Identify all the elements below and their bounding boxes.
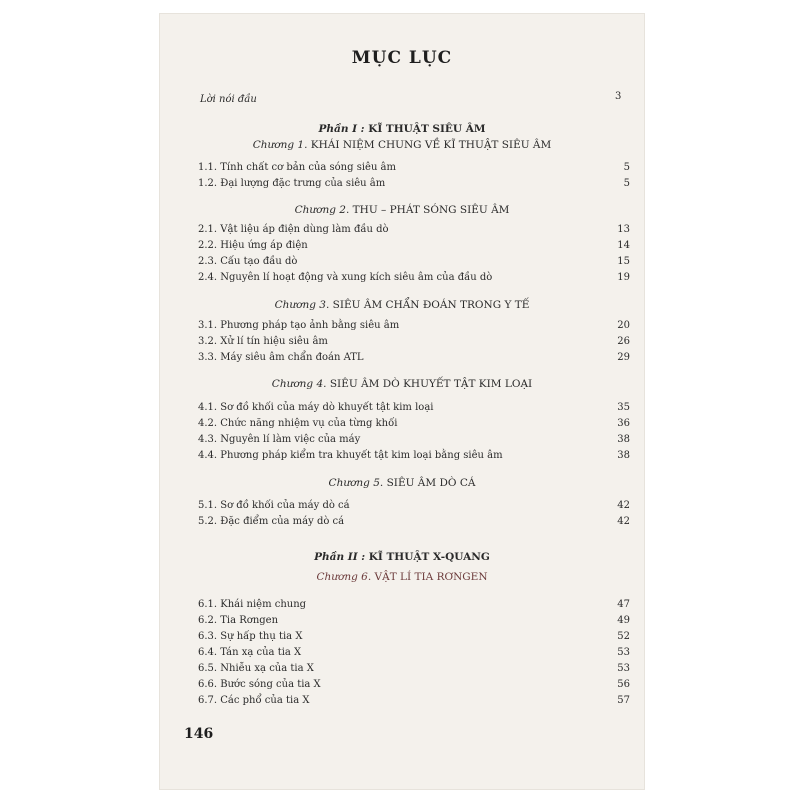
toc-row: 3.2. Xử lí tín hiệu siêu âm 26 <box>198 336 630 347</box>
toc-row: 6.4. Tán xạ của tia X 53 <box>198 647 630 658</box>
chapter-heading: Chương 6. VẬT LÍ TIA RƠNGEN <box>316 571 488 583</box>
page-number: 146 <box>184 726 214 742</box>
book-page <box>160 14 644 789</box>
toc-row: 6.2. Tia Rơngen 49 <box>198 615 630 626</box>
toc-row: 1.1. Tính chất cơ bản của sóng siêu âm 5 <box>198 162 630 173</box>
page-title: MỤC LỤC <box>351 48 453 68</box>
toc-row: 3.3. Máy siêu âm chẩn đoán ATL 29 <box>198 352 630 363</box>
toc-row: 4.3. Nguyên lí làm việc của máy 38 <box>198 434 630 445</box>
toc-row: 6.5. Nhiễu xạ của tia X 53 <box>198 663 630 674</box>
toc-row: 2.2. Hiệu ứng áp điện 14 <box>198 240 630 251</box>
toc-row: 3.1. Phương pháp tạo ảnh bằng siêu âm 20 <box>198 320 630 331</box>
toc-row: 2.4. Nguyên lí hoạt động và xung kích siêu âm của đầu dò 19 <box>198 272 630 283</box>
preface-label: Lời nói đầu <box>200 94 257 105</box>
toc-row: 2.3. Cấu tạo đầu dò 15 <box>198 256 630 267</box>
toc-row: 1.2. Đại lượng đặc trưng của siêu âm 5 <box>198 178 630 189</box>
chapter-heading: Chương 1. KHÁI NIỆM CHUNG VỀ KĨ THUẬT SIÊU ÂM <box>252 139 552 151</box>
preface-page-number: 3 <box>615 91 622 102</box>
toc-row: 4.4. Phương pháp kiểm tra khuyết tật kim loại bằng siêu âm 38 <box>198 450 630 461</box>
chapter-heading: Chương 2. THU – PHÁT SÓNG SIÊU ÂM <box>294 204 510 216</box>
toc-row: 5.2. Đặc điểm của máy dò cá 42 <box>198 516 630 527</box>
toc-row: 5.1. Sơ đồ khối của máy dò cá 42 <box>198 500 630 511</box>
toc-row: 6.1. Khái niệm chung 47 <box>198 599 630 610</box>
toc-row: 2.1. Vật liệu áp điện dùng làm đầu dò 13 <box>198 224 630 235</box>
toc-row: 6.6. Bước sóng của tia X 56 <box>198 679 630 690</box>
toc-row: 4.1. Sơ đồ khối của máy dò khuyết tật kim loại 35 <box>198 402 630 413</box>
part-heading: Phần I : KĨ THUẬT SIÊU ÂM <box>318 123 486 135</box>
toc-row: 6.3. Sự hấp thụ tia X 52 <box>198 631 630 642</box>
toc-row: 6.7. Các phổ của tia X 57 <box>198 695 630 706</box>
part-heading: Phần II : KĨ THUẬT X-QUANG <box>314 551 490 563</box>
toc-row: 4.2. Chức năng nhiệm vụ của từng khối 36 <box>198 418 630 429</box>
chapter-heading: Chương 5. SIÊU ÂM DÒ CÁ <box>328 477 476 489</box>
chapter-heading: Chương 3. SIÊU ÂM CHẨN ĐOÁN TRONG Y TẾ <box>274 299 530 311</box>
chapter-heading: Chương 4. SIÊU ÂM DÒ KHUYẾT TẬT KIM LOẠI <box>271 378 533 390</box>
